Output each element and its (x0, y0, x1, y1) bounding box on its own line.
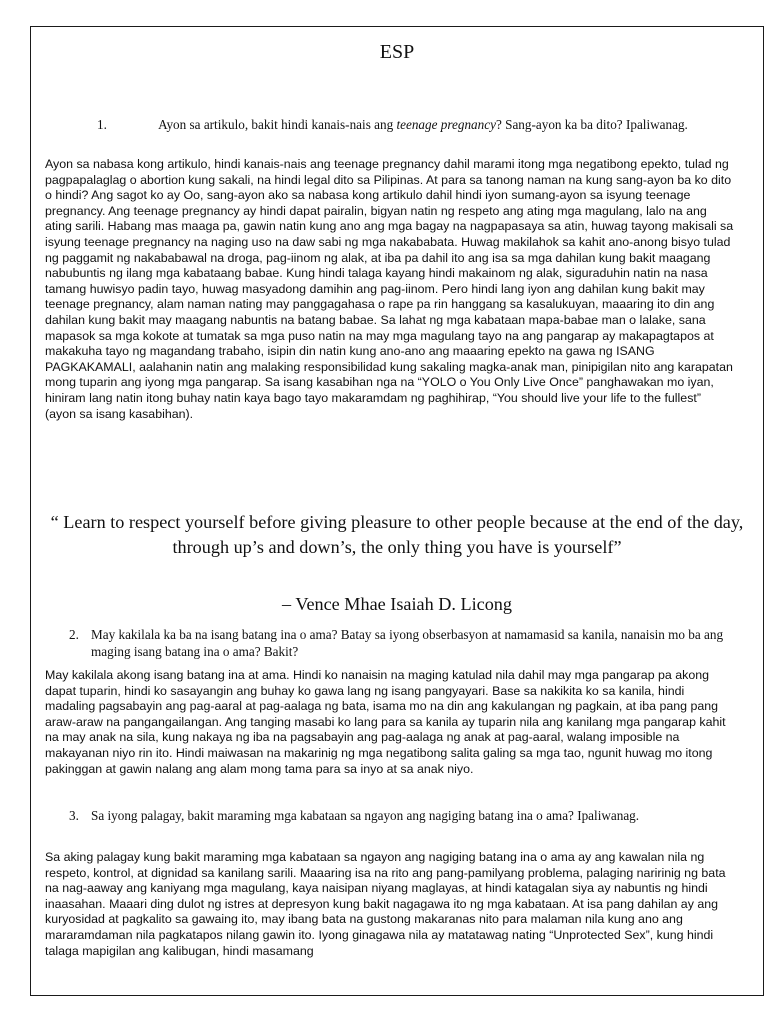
document-page (30, 26, 764, 996)
question-3-number: 3. (69, 808, 79, 823)
question-3-text: Sa iyong palagay, bakit maraming mga kabataan sa ngayon ang nagiging batang ina o ama? Ipaliwanag. (91, 808, 640, 823)
question-1 (97, 116, 725, 133)
question-1-text-italic: teenage pregnancy (396, 117, 496, 132)
quote-author: – Vence Mhae Isaiah D. Licong (282, 594, 512, 614)
answer-2: May kakilala akong isang batang ina at ama. Hindi ko nanaisin na maging katulad nila dahil may mga pangarap pa akong dapat tuparin, hindi ko sasayangin ang buhay ko gawa lang ng isang pangyayari. Base sa nakikita ko sa kanila, hindi madaling pagsabayin ang pag-aaral at pag-aalaga ng bata, isama mo na din ang kakulangan ng pagkain, at iba pang pang araw-araw na pangangailangan. Ang tanging masabi ko lang para sa kanila ay tuparin nila ang kanilang mga pangarap kahit na may anak na sila, kung nakaya ng iba na pagsabayin ang pag-aalaga ng anak at pag-aaral, walang imposible na makayanan niyo rin ito. Hindi maiwasan na makarinig ng mga negatibong salita galing sa mga tao, ngunit huwag mo itong pakinggan at gawin nalang ang alam mong tama para sa inyo at sa anak niyo. (45, 668, 726, 776)
question-2-number: 2. (69, 627, 79, 642)
question-1-text-start: Ayon sa artikulo, bakit hindi kanais-nais ang (158, 117, 397, 132)
answer-3: Sa aking palagay kung bakit maraming mga kabataan sa ngayon ang nagiging batang ina o ama ay ang kawalan nila ng respeto, kontrol, at dignidad sa kanilang sarili. Maaaring isa na rito ang pang-pamilyang problema, palaging naririnig ng bata na nag-aaway ang kaniyang mga magulang, kaya naisipan niyang maglayas, at hindi katagalan siya ay nabuntis ng hindi inaasahan. Maaari ding dulot ng istres at depresyon kung bakit nagagawa ito ng mga kabataan. At isa pang dahilan ay ang kuryosidad at pagkalito sa gawaing ito, may ibang bata na gustong makaranas nito para malaman nila kung ano ang mararamdaman nila pagkatapos nilang gawin ito. Iyong ginagawa nila ay matatawag nating “Unprotected Sex”, kung hindi talaga mapigilan ang kalibugan, hindi masamang (45, 850, 726, 958)
question-3 (69, 807, 729, 824)
question-2-text: May kakilala ka ba na isang batang ina o ama? Batay sa iyong obserbasyon at namamasid sa kanila, nanaisin mo ba ang maging isang batang ina o ama? Bakit? (91, 627, 724, 659)
document-title: ESP (379, 41, 415, 63)
answer-1: Ayon sa nabasa kong artikulo, hindi kanais-nais ang teenage pregnancy dahil marami itong mga negatibong epekto, tulad ng pagpapalaglag o abortion kung sakali, na hindi legal dito sa Pilipinas. At para sa tanong naman na kung sang-ayon ba ko dito o hindi? Ang sagot ko ay Oo, sang-ayon ako sa nabasa kong artikulo dahil hindi iyon sumang-ayon sa isyung teenage pregnancy. Ang teenage pregnancy ay hindi dapat pairalin, bigyan natin ng respeto ang ating mga magulang, lalo na ang ating sarili. Habang mas maaga pa, gawin natin kung ano ang mga bagay na nagpapasaya sa atin, huwag tayong makisali sa isyung teenage pregnancy na naging uso na daw sabi ng mga nakababata. Huwag makilahok sa kahit ano-anong bisyo tulad ng paggamit ng nakababawal na droga, pag-iinom ng alak, at iba pa dahil ito ang isa sa mga dahilan kung bakit maagang nabubuntis ng ilang mga kabataang babae. Kung hindi talaga kayang hindi makainom ng alak, siguraduhin natin na nasa tamang huwisyo padin tayo, huwag masyadong damihin ang pag-iinom. Pero hindi lang iyon ang dahilan kung bakit may teenage pregnancy, alam naman nating may panggagahasa o rape pa rin hanggang sa kasalukuyan, maaaring ito din ang dahilan kung bakit may maagang nabuntis na batang babae. Sa lahat ng mga kabataan mapa-babae man o lalake, sana mapasok sa mga kokote at tumatak sa mga puso natin na may mga magulang tayo na ang pangarap ay makapagtapos at makakuha tayo ng magandang trabaho, isipin din natin kung ano-ano ang maaaring epekto na gawa ng ISANG PAGKAKAMALI, aalahanin natin ang malaking responsibilidad kung sakaling magka-anak man, pinipigilan nito ang karapatan mong tuparin ang iyong mga pangarap. Sa isang kasabihan nga na “YOLO o You Only Live Once” panghawakan mo iyan, hiniram lang natin itong buhay natin kaya bago tayo makaramdam ng paghihirap, “You should live your life to the fullest” (ayon sa isang kasabihan). (45, 157, 734, 421)
question-1-text-end: ? Sang-ayon ka ba dito? Ipaliwanag. (495, 117, 688, 132)
question-1-number: 1. (97, 117, 107, 132)
question-2 (69, 626, 729, 660)
quote-text: “ Learn to respect yourself before giving pleasure to other people because at the end of the day, through up’s and down’s, the only thing you have is yourself” (50, 512, 744, 557)
